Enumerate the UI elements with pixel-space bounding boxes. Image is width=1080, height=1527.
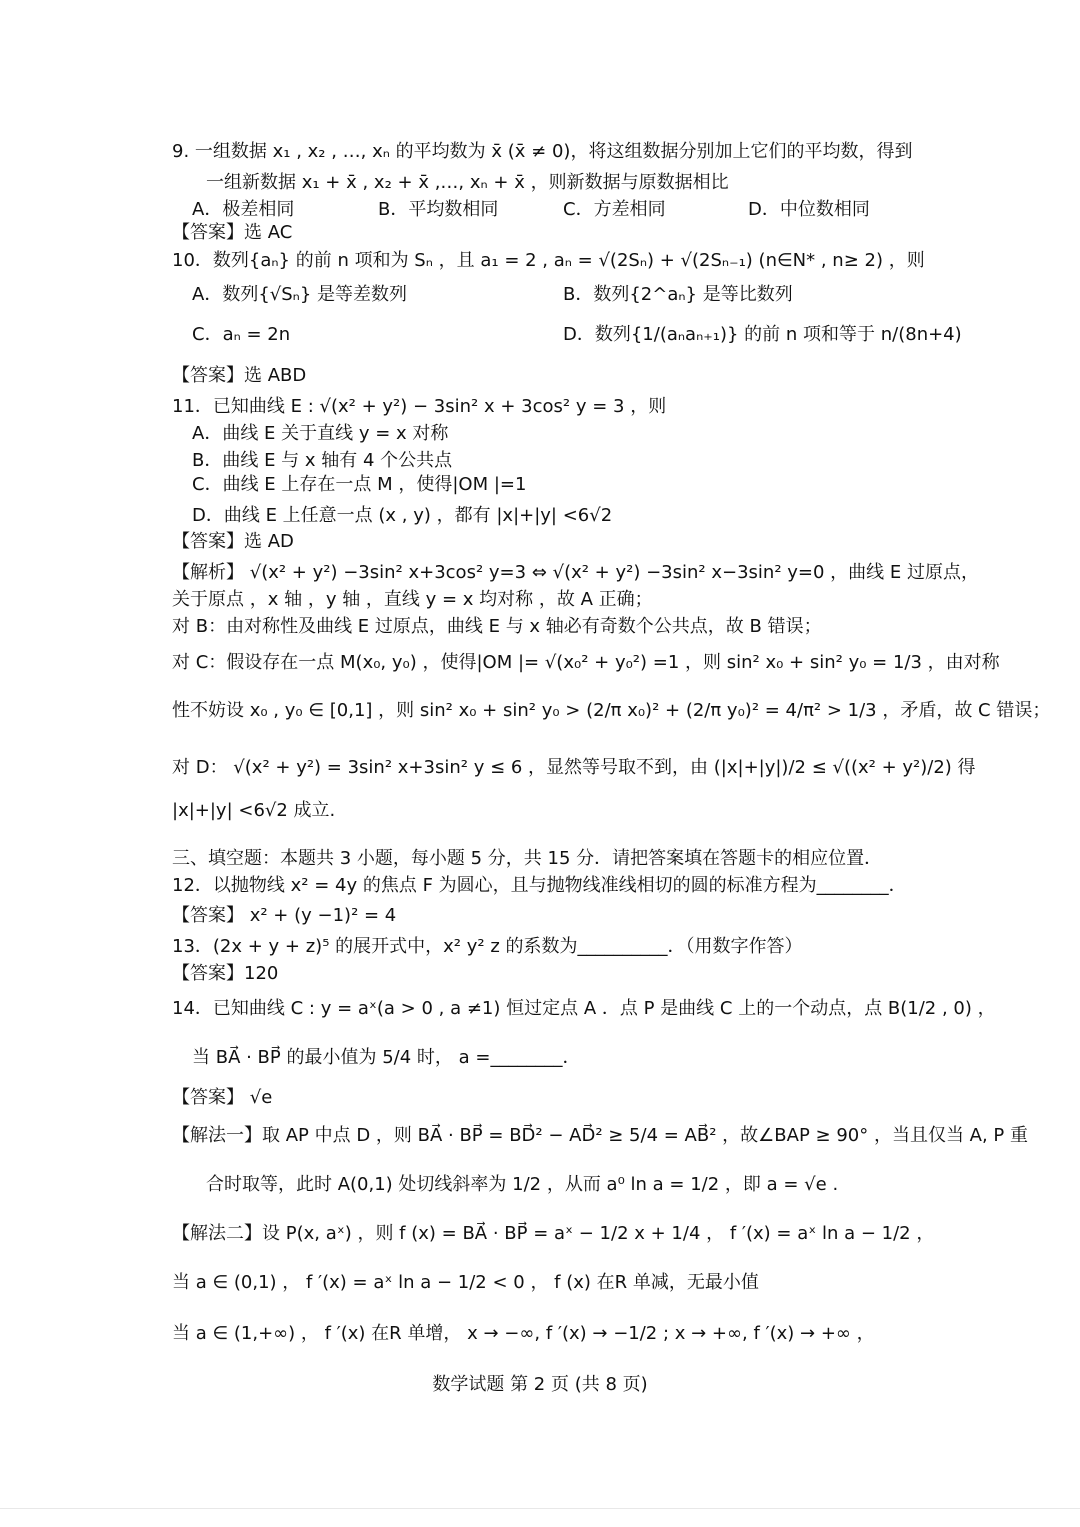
q9-answer: 【答案】选 AC	[172, 222, 293, 243]
q12-stem: 12．以抛物线 x² = 4y 的焦点 F 为圆心，且与抛物线准线相切的圆的标准方程为________．	[172, 875, 907, 896]
q9-stem-line2: 一组新数据 x₁ + x̄ , x₂ + x̄ ,…, xₙ + x̄ ，则新数据与原数据相比	[206, 172, 729, 193]
q10-stem: 10．数列{aₙ} 的前 n 项和为 Sₙ ，且 a₁ = 2 , aₙ = √(2Sₙ) + √(2Sₙ₋₁) (n∈N* , n≥ 2) ，则	[172, 250, 925, 271]
bottom-divider	[0, 1508, 1080, 1509]
q11-analysis-line7: |x|+|y| <6√2 成立.	[172, 800, 336, 821]
q9-stem-line1: 9. 一组数据 x₁ , x₂ , …, xₙ 的平均数为 x̄ (x̄ ≠ 0)，将这组数据分别加上它们的平均数，得到	[172, 141, 913, 162]
q14-method1-line2: 合时取等，此时 A(0,1) 处切线斜率为 1/2 ，从而 a⁰ ln a = 1/2 ，即 a = √e .	[206, 1174, 839, 1195]
q14-method1-line1: 【解法一】取 AP 中点 D ，则 BA⃗ · BP⃗ = BD⃗² − AD⃗² ≥ 5/4 = AB⃗² ，故∠BAP ≥ 90° ，当且仅当 A, P 重	[172, 1125, 1029, 1146]
q11-answer: 【答案】选 AD	[172, 531, 294, 552]
q11-analysis-line1: 【解析】 √(x² + y²) −3sin² x+3cos² y=3 ⇔ √(x² + y²) −3sin² x−3sin² y=0 ，曲线 E 过原点，	[172, 562, 979, 583]
q11-analysis-line6: 对 D： √(x² + y²) = 3sin² x+3sin² y ≤ 6 ，显然等号取不到，由 (|x|+|y|)/2 ≤ √((x² + y²)/2) 得	[172, 757, 976, 778]
q13-answer: 【答案】120	[172, 963, 279, 984]
q10-option-c: C．aₙ = 2n	[192, 324, 291, 345]
q11-option-a: A．曲线 E 关于直线 y = x 对称	[192, 423, 449, 444]
page-footer: 数学试题 第 2 页 (共 8 页)	[432, 1374, 648, 1395]
q13-stem: 13．(2x + y + z)⁵ 的展开式中，x² y² z 的系数为__________．（用数字作答）	[172, 936, 803, 957]
q14-answer: 【答案】 √e	[172, 1087, 273, 1108]
q10-option-a: A．数列{√Sₙ} 是等差数列	[192, 284, 408, 305]
q11-stem: 11．已知曲线 E : √(x² + y²) − 3sin² x + 3cos² y = 3 ，则	[172, 396, 667, 417]
q11-analysis-line5: 性不妨设 x₀ , y₀ ∈ [0,1] ，则 sin² x₀ + sin² y₀ > (2/π x₀)² + (2/π y₀)² = 4/π² > 1/3 ，矛盾，故 C 错误；	[172, 700, 1051, 721]
q14-method2-line3: 当 a ∈ (1,+∞) ， f ′(x) 在R 单增， x → −∞, f ′(x) → −1/2 ; x → +∞, f ′(x) → +∞ ，	[172, 1323, 875, 1344]
q11-analysis-line3: 对 B：由对称性及曲线 E 过原点，曲线 E 与 x 轴必有奇数个公共点，故 B 错误；	[172, 616, 822, 637]
q9-option-b: B．平均数相同	[378, 199, 499, 220]
q14-stem-line1: 14．已知曲线 C : y = aˣ(a > 0 , a ≠1) 恒过定点 A ．点 P 是曲线 C 上的一个动点，点 B(1/2 , 0) ，	[172, 998, 996, 1019]
q14-method2-line2: 当 a ∈ (0,1) ， f ′(x) = aˣ ln a − 1/2 < 0 ， f (x) 在R 单减，无最小值	[172, 1272, 759, 1293]
q9-option-a: A．极差相同	[192, 199, 295, 220]
q10-option-d: D．数列{1/(aₙaₙ₊₁)} 的前 n 项和等于 n/(8n+4)	[563, 324, 962, 345]
q11-option-b: B．曲线 E 与 x 轴有 4 个公共点	[192, 450, 453, 471]
q9-option-c: C．方差相同	[563, 199, 666, 220]
q10-option-b: B．数列{2^aₙ} 是等比数列	[563, 284, 793, 305]
q11-option-c: C．曲线 E 上存在一点 M ，使得|OM |=1	[192, 474, 527, 495]
q11-analysis-line4: 对 C：假设存在一点 M(x₀, y₀) ，使得|OM |= √(x₀² + y₀²) =1 ，则 sin² x₀ + sin² y₀ = 1/3 ，由对称	[172, 652, 1000, 673]
q14-stem-line2: 当 BA⃗ · BP⃗ 的最小值为 5/4 时， a =________．	[192, 1047, 581, 1068]
q9-option-d: D．中位数相同	[748, 199, 870, 220]
q10-answer: 【答案】选 ABD	[172, 365, 307, 386]
q12-answer: 【答案】 x² + (y −1)² = 4	[172, 905, 397, 926]
q11-analysis-line2: 关于原点 ，x 轴 ，y 轴 ，直线 y = x 均对称 ，故 A 正确；	[172, 589, 653, 610]
q14-method2-line1: 【解法二】设 P(x, aˣ) ，则 f (x) = BA⃗ · BP⃗ = aˣ − 1/2 x + 1/4 ， f ′(x) = aˣ ln a − 1/2 ，	[172, 1223, 935, 1244]
q11-option-d: D．曲线 E 上任意一点 (x , y) ，都有 |x|+|y| <6√2	[192, 505, 613, 526]
section3-heading: 三、填空题：本题共 3 小题，每小题 5 分，共 15 分．请把答案填在答题卡的相应位置．	[172, 848, 883, 869]
